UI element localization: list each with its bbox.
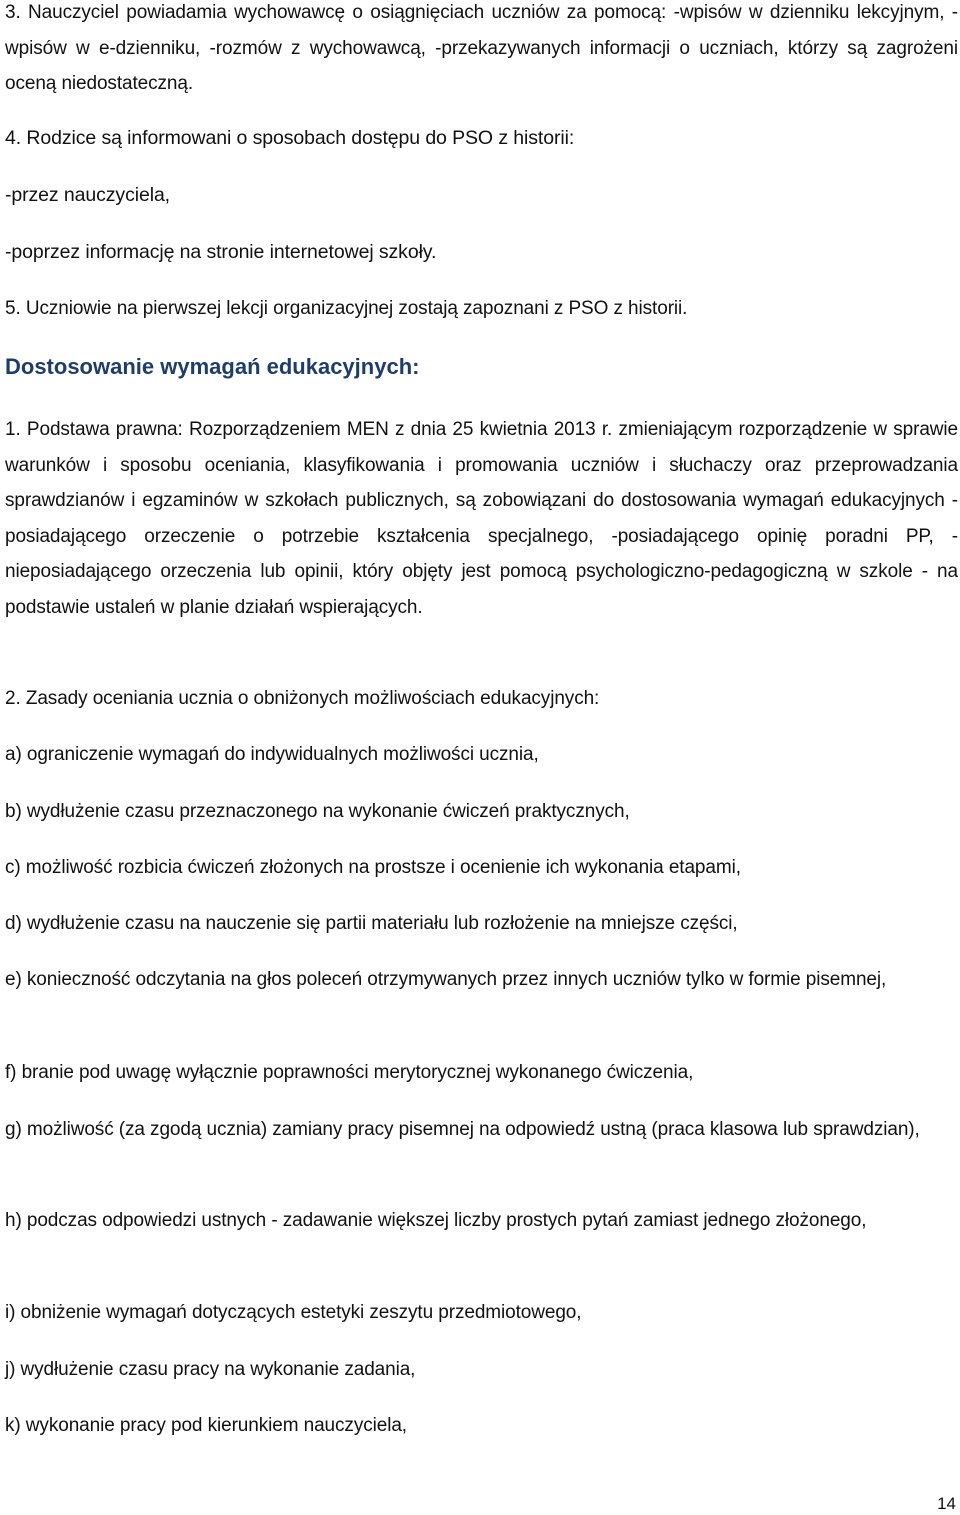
paragraph-4-item-teacher: -przez nauczyciela,: [5, 184, 171, 206]
paragraph-3: 3. Nauczyciel powiadamia wychowawcę o osiągnięciach uczniów za pomocą: -wpisów w dzienniku lekcyjnym, -wpisów w e-dzienniku, -rozmów z wychowawcą, -przekazywanych informacji o uczniach, którzy są zagrożeni oceną niedostateczną.: [5, 2, 958, 94]
list-item-k: k) wykonanie pracy pod kierunkiem nauczyciela,: [5, 1415, 407, 1436]
list-item-h: h) podczas odpowiedzi ustnych - zadawanie większej liczby prostych pytań zamiast jednego złożonego,: [5, 1210, 867, 1231]
section-heading: Dostosowanie wymagań edukacyjnych:: [5, 354, 420, 379]
list-item-b: b) wydłużenie czasu przeznaczonego na wykonanie ćwiczeń praktycznych,: [5, 801, 630, 822]
paragraph-4: 4. Rodzice są informowani o sposobach dostępu do PSO z historii:: [5, 127, 575, 149]
point-2-rules: 2. Zasady oceniania ucznia o obniżonych możliwościach edukacyjnych:: [5, 688, 600, 709]
list-item-f: f) branie pod uwagę wyłącznie poprawności merytorycznej wykonanego ćwiczenia,: [5, 1062, 694, 1083]
list-item-a: a) ograniczenie wymagań do indywidualnych możliwości ucznia,: [5, 744, 539, 765]
list-item-j: j) wydłużenie czasu pracy na wykonanie zadania,: [5, 1359, 416, 1380]
paragraph-5: 5. Uczniowie na pierwszej lekcji organizacyjnej zostają zapoznani z PSO z historii.: [5, 298, 688, 319]
point-1-legal-basis: 1. Podstawa prawna: Rozporządzeniem MEN z dnia 25 kwietnia 2013 r. zmieniającym rozporządzenie w sprawie warunków i sposobu oceniania, klasyfikowania i promowania uczniów i słuchaczy oraz przeprowadzania sprawdzianów i egzaminów w szkołach publicznych, są zobowiązani do dostosowania wymagań edukacyjnych -posiadającego orzeczenie o potrzebie kształcenia specjalnego, -posiadającego opinię poradni PP, -nieposiadającego orzeczenia lub opinii, który objęty jest pomocą psychologiczno-pedagogiczną w szkole - na podstawie ustaleń w planie działań wspierających.: [5, 419, 958, 618]
list-item-e: e) konieczność odczytania na głos poleceń otrzymywanych przez innych uczniów tylko w formie pisemnej,: [5, 969, 887, 990]
page-number: 14: [937, 1494, 956, 1513]
list-item-c: c) możliwość rozbicia ćwiczeń złożonych na prostsze i ocenienie ich wykonania etapami,: [5, 857, 741, 878]
list-item-g: g) możliwość (za zgodą ucznia) zamiany pracy pisemnej na odpowiedź ustną (praca klasowa lub sprawdzian),: [5, 1119, 920, 1140]
list-item-d: d) wydłużenie czasu na nauczenie się partii materiału lub rozłożenie na mniejsze części,: [5, 913, 738, 934]
paragraph-4-item-website: -poprzez informację na stronie internetowej szkoły.: [5, 241, 437, 263]
list-item-i: i) obniżenie wymagań dotyczących estetyki zeszytu przedmiotowego,: [5, 1302, 582, 1323]
